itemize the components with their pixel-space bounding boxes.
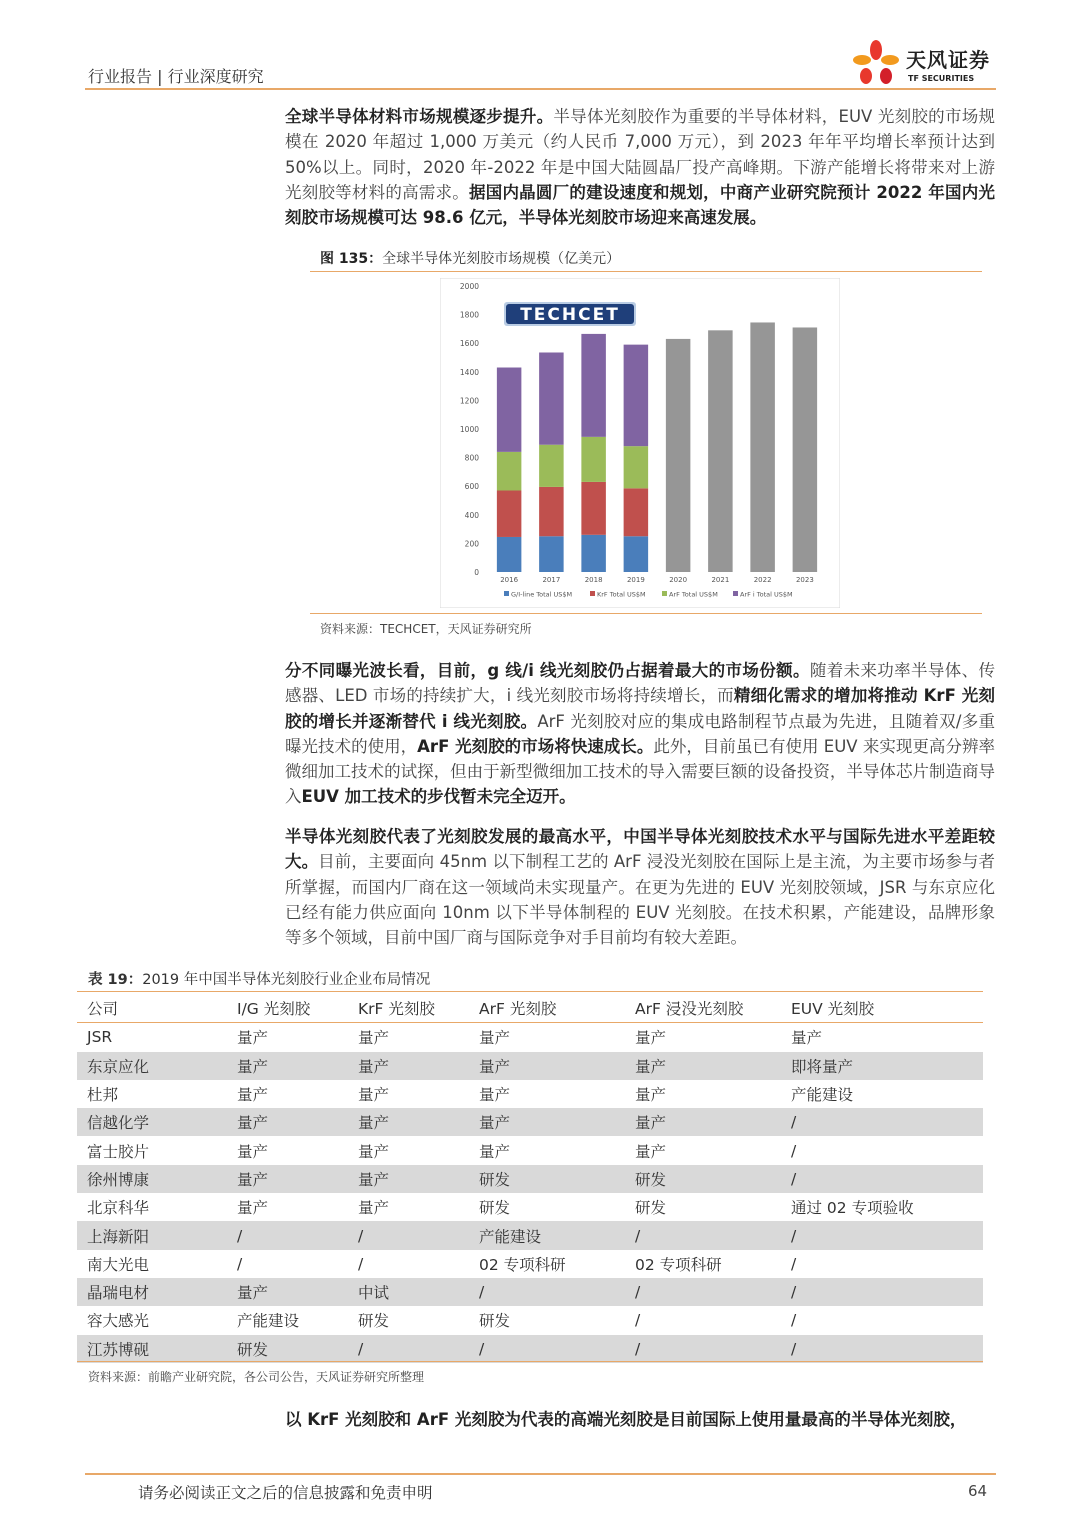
watermark-text: TECHCET [520,305,620,325]
table-cell: 量产 [358,1086,390,1105]
table-cell-company: 信越化学 [87,1114,150,1133]
x-tick-label: 2021 [711,576,730,584]
legend-label: G/I-line Total US$M [511,590,573,599]
table-row [77,1108,983,1136]
bar-segment-arf [539,445,564,487]
table-cell: / [635,1339,641,1358]
bar-total [793,327,818,572]
table-row [77,1165,983,1193]
table-header: ArF 浸没光刻胶 [635,1000,744,1019]
table-row [77,1193,983,1221]
table-cell: / [358,1339,364,1358]
table-cell: 量产 [237,1142,269,1161]
table-cell: 研发 [237,1340,269,1359]
legend-swatch [662,591,667,596]
para2-text-3: 此外，目前虽已有使用 EUV 来实现更高分辨率微细加工技术的试探，但由于新型微细加工技术的导入需要巨额的设备投资，半导体芯片制造商导入 [285,736,995,807]
para4-bold-1: 以 KrF 光刻胶和 ArF 光刻胶为代表的高端光刻胶是目前国际上使用量最高的半导体光刻胶， [285,1410,967,1429]
table-cell: 研发 [358,1312,390,1331]
table-cell: 量产 [635,1142,667,1161]
footer-rule [85,1473,996,1475]
table-cell: 量产 [358,1170,390,1189]
y-tick-label: 800 [464,453,479,463]
table-cell: / [791,1113,797,1132]
legend-label: ArF Total US$M [669,590,718,599]
table-cell-company: 富士胶片 [87,1142,150,1161]
table-cell: 量产 [358,1029,390,1048]
table-cell: / [635,1283,641,1302]
x-tick-label: 2019 [626,576,645,584]
table-cell: 量产 [635,1114,667,1133]
table-row [77,1136,983,1164]
table-cell-company: 徐州博康 [87,1170,150,1189]
table-cell: / [358,1226,364,1245]
header-breadcrumb: 行业报告 | 行业深度研究 [88,67,264,86]
y-tick-label: 1400 [459,367,479,377]
table-cell: 量产 [237,1284,269,1303]
bar-segment-arf [581,334,606,437]
para2-bold-4: EUV 加工技术的步伐暂未完全迈开。 [301,787,576,807]
figure-bottom-rule [310,613,982,614]
paragraph-high-end [285,1407,995,1432]
table-cell: 产能建设 [237,1312,300,1331]
y-tick-label: 1800 [459,310,479,320]
bar-segment-krf [497,490,522,536]
table-row [77,1335,983,1363]
table-cell: 研发 [635,1199,667,1218]
table-cell: 量产 [237,1029,269,1048]
y-tick-label: 400 [464,510,479,520]
bar-segment-arf [624,345,649,447]
table-cell: / [635,1311,641,1330]
para2-text-2: ArF 光刻胶对应的集成电路制程节点最为先进，且随着双/多重曝光技术的使用， [285,711,995,756]
y-tick-label: 200 [464,539,479,549]
table-cell: 研发 [479,1312,511,1331]
x-tick-label: 2018 [584,576,603,584]
table-cell: 量产 [479,1086,511,1105]
table-row [77,1080,983,1108]
techcet-watermark [504,302,636,326]
legend-swatch [504,591,509,596]
photoresist-market-chart [440,278,840,608]
table-cell: 量产 [479,1057,511,1076]
figure-top-rule [310,271,982,272]
bar-total [666,339,691,572]
table-header: ArF 光刻胶 [479,1000,557,1019]
y-tick-label: 600 [464,482,479,492]
bar-segment-krf [581,482,606,535]
table-header: 公司 [87,1000,119,1019]
table-row [77,1278,983,1306]
table-cell: 量产 [635,1086,667,1105]
bar-segment-g-i-line [624,536,649,572]
table-cell: / [358,1254,364,1273]
table-cell: 量产 [479,1114,511,1133]
para2-bold-1: 分不同曝光波长看，目前，g 线/i 线光刻胶仍占据着最大的市场份额。 [285,661,810,680]
table-cell: 量产 [358,1199,390,1218]
page-number: 64 [968,1482,988,1500]
logo-text-en: TF SECURITIES [908,74,975,83]
table-cell: 中试 [358,1284,390,1303]
table-row [77,1250,983,1278]
table-cell: 研发 [635,1170,667,1189]
para3-bold-1: 半导体光刻胶代表了光刻胶发展的最高水平，中国半导体光刻胶技术水平与国际先进水平差距较大。 [285,827,995,872]
table-row [77,1023,983,1052]
table-label: 表 19： [88,972,143,988]
table-header: I/G 光刻胶 [237,1000,311,1019]
table-cell-company: 容大感光 [87,1312,150,1331]
table-cell: 量产 [237,1086,269,1105]
table-cell: 研发 [479,1170,511,1189]
paragraph-exposure-wavelength [285,658,995,810]
table-cell-company: 杜邦 [87,1086,119,1105]
x-tick-label: 2023 [795,576,814,584]
table-cell: / [479,1339,485,1358]
table-cell: 即将量产 [791,1057,854,1076]
bar-segment-g-i-line [581,535,606,572]
table-title [88,968,430,989]
table-cell: 量产 [358,1114,390,1133]
para3-text-1: 目前，主要面向 45nm 以下制程工艺的 ArF 浸没光刻胶在国际上是主流，为主要市场参与者所掌握，而国内厂商在这一领域尚未实现量产。在更为先进的 EUV 光刻胶领域，JSR 与东京应化已经有能力供应面向 10nm 以下半导体制程的 EUV 光刻胶。在技术积累，产能建设，品牌形象等多个领域，目前中国厂商与国际竞争对手目前均有较大差距。 [285,852,995,948]
bar-segment-arf [497,368,522,452]
figure-label: 图 135： [320,251,383,267]
paragraph-technology-gap [285,824,995,950]
table-cell: 量产 [237,1170,269,1189]
table-cell-company: 江苏博砚 [87,1340,150,1359]
figure-title [320,248,620,268]
table-cell-company: 南大光电 [87,1255,150,1274]
table-title-text: 2019 年中国半导体光刻胶行业企业布局情况 [142,972,431,988]
x-tick-label: 2020 [669,576,688,584]
bar-segment-arf [581,437,606,482]
bar-segment-arf [539,352,564,444]
legend-swatch [733,591,738,596]
table-cell: / [791,1226,797,1245]
table-cell: 02 专项科研 [635,1255,722,1274]
table-cell: / [791,1283,797,1302]
table-row [77,1052,983,1080]
bar-segment-krf [539,487,564,536]
table-cell-company: 晶瑞电材 [87,1284,150,1303]
table-cell: / [791,1311,797,1330]
bar-segment-g-i-line [539,536,564,572]
table-cell-company: 上海新阳 [87,1227,150,1246]
footer-disclaimer: 请务必阅读正文之后的信息披露和免责申明 [138,1484,433,1502]
table-header-row [77,994,983,1023]
table-cell-company: 东京应化 [87,1057,150,1076]
bar-segment-arf [624,446,649,488]
table-cell: 量产 [479,1029,511,1048]
table-cell: 02 专项科研 [479,1255,566,1274]
table-bottom-rule [77,1361,983,1362]
table-top-rule [77,991,983,992]
y-tick-label: 2000 [459,282,479,291]
table-cell: 通过 02 专项验收 [791,1199,914,1218]
legend-swatch [590,591,595,596]
table-cell: / [791,1141,797,1160]
table-cell: 量产 [237,1057,269,1076]
para2-bold-2: 精细化需求的增加将推动 KrF 光刻胶的增长并逐渐替代 i 线光刻胶。 [285,686,996,731]
company-layout-table [77,994,983,1363]
table-cell: / [237,1254,243,1273]
table-cell: 量产 [635,1057,667,1076]
table-row [77,1306,983,1334]
paragraph-market-size [285,104,995,230]
logo-text-cn: 天风证券 [906,48,990,72]
table-cell: 产能建设 [479,1227,542,1246]
logo [850,36,1000,92]
legend-label: KrF Total US$M [597,590,646,599]
table-cell: 研发 [479,1199,511,1218]
table-cell: 量产 [237,1199,269,1218]
bar-total [708,330,733,572]
para1-bold-forecast: 据国内晶圆厂的建设速度和规划，中商产业研究院预计 2022 年国内光刻胶市场规模可达 98.6 亿元，半导体光刻胶市场迎来高速发展。 [285,182,995,228]
table-cell: 量产 [479,1142,511,1161]
table-cell: 量产 [358,1057,390,1076]
figure-source: 资料来源：TECHCET，天风证券研究所 [320,622,532,636]
table-cell: / [237,1226,243,1245]
table-header: EUV 光刻胶 [791,1000,875,1019]
table-cell: 量产 [791,1029,823,1048]
table-row [77,1221,983,1249]
bar-segment-arf [497,452,522,491]
table-cell-company: 北京科华 [87,1199,150,1218]
table-cell: 量产 [358,1142,390,1161]
y-tick-label: 1000 [459,425,479,434]
figure-title-text: 全球半导体光刻胶市场规模（亿美元） [382,251,621,267]
bar-segment-g-i-line [497,537,522,572]
y-tick-label: 1600 [459,339,479,349]
para1-bold-lead: 全球半导体材料市场规模逐步提升。 [285,107,554,126]
table-cell: / [635,1226,641,1245]
para2-text-1: 随着未来功率半导体、传感器、LED 市场的持续扩大，i 线光刻胶市场将持续增长，而 [285,661,996,706]
bar-segment-krf [624,488,649,536]
table-source: 资料来源：前瞻产业研究院，各公司公告，天风证券研究所整理 [88,1370,425,1384]
table-cell: / [479,1283,485,1302]
y-tick-label: 1200 [459,396,479,406]
x-tick-label: 2022 [753,576,772,584]
table-cell: 量产 [237,1114,269,1133]
table-header: KrF 光刻胶 [358,1000,435,1019]
table-cell: 量产 [635,1029,667,1048]
x-tick-label: 2016 [500,576,519,584]
table-cell: / [791,1339,797,1358]
table-cell: / [791,1169,797,1188]
table-cell: / [791,1254,797,1273]
x-tick-label: 2017 [542,576,561,584]
y-tick-label: 0 [474,568,479,577]
para1-text: 半导体光刻胶作为重要的半导体材料，EUV 光刻胶的市场规模在 2020 年超过 1,000 万美元（约人民币 7,000 万元），到 2023 年年平均增长率预计达到 50%以上。同时，2020 年-2022 年是中国大陆圆晶厂投产高峰期。下游产能增长将带来对上游光刻胶等材料的高需求。 [285,107,995,202]
para2-bold-3: ArF 光刻胶的市场将快速成长。 [417,736,654,756]
bar-total [750,322,775,572]
legend-label: ArF i Total US$M [740,590,793,599]
table-cell-company: JSR [87,1028,113,1047]
table-cell: 产能建设 [791,1086,854,1105]
logo-flower-icon [850,36,906,92]
